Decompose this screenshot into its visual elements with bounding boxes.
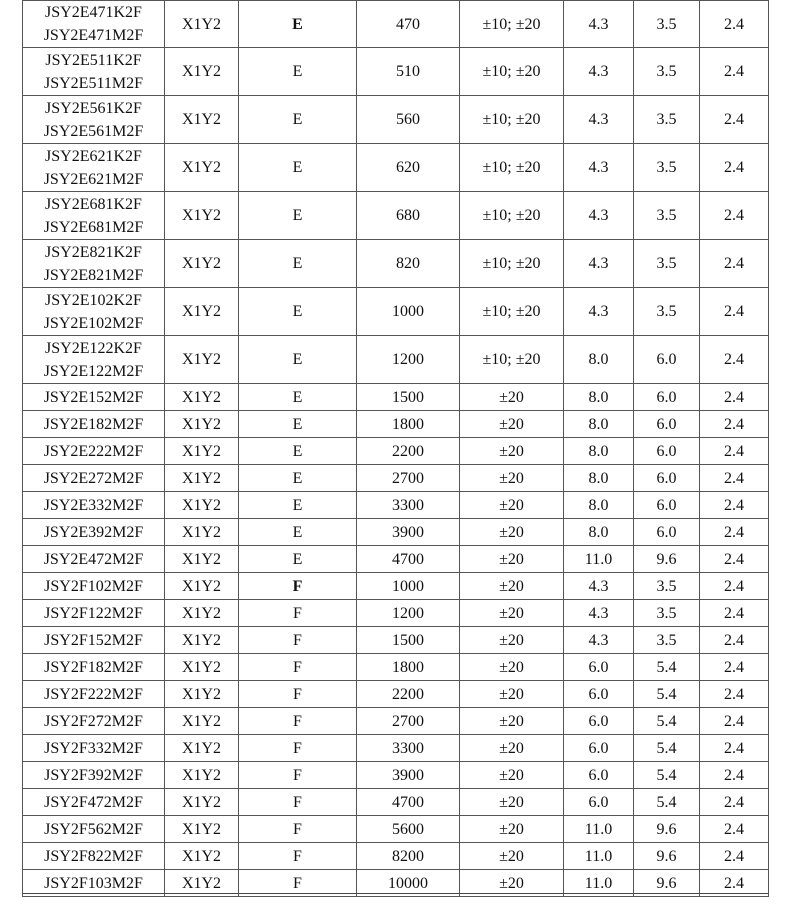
part-number: JSY2F392M2F <box>44 766 143 784</box>
table-body <box>23 1 769 897</box>
part-number: JSY2F102M2F <box>44 577 143 595</box>
voltage-code-cell: F <box>239 870 357 897</box>
table-row <box>23 600 769 627</box>
characteristic-cell: X1Y2 <box>165 627 239 654</box>
voltage-code-cell: E <box>239 192 357 240</box>
diameter-cell: 11.0 <box>564 870 634 897</box>
part-number: JSY2E102K2F <box>45 291 142 309</box>
part-number-cell <box>23 573 165 600</box>
thickness-cell: 2.4 <box>700 336 769 384</box>
voltage-code-cell: E <box>239 1 357 48</box>
part-number-cell <box>23 843 165 870</box>
capacitance-cell: 4700 <box>357 789 460 816</box>
tolerance-cell: ±20 <box>460 735 564 762</box>
part-number-cell <box>23 411 165 438</box>
thickness-cell: 2.4 <box>700 384 769 411</box>
voltage-code-cell: F <box>239 762 357 789</box>
capacitance-cell: 5600 <box>357 816 460 843</box>
diameter-cell: 4.3 <box>564 48 634 96</box>
diameter-cell: 4.3 <box>564 288 634 336</box>
characteristic-cell: X1Y2 <box>165 816 239 843</box>
diameter-cell: 11.0 <box>564 816 634 843</box>
capacitance-cell: 1000 <box>357 288 460 336</box>
part-number: JSY2E122M2F <box>43 362 144 380</box>
voltage-code-cell: F <box>239 600 357 627</box>
part-number: JSY2E471M2F <box>43 27 144 44</box>
table-row <box>23 144 769 192</box>
tolerance-cell: ±20 <box>460 573 564 600</box>
thickness-cell: 2.4 <box>700 96 769 144</box>
voltage-code-cell: F <box>239 654 357 681</box>
thickness-cell: 2.4 <box>700 546 769 573</box>
capacitance-cell: 470 <box>357 1 460 48</box>
voltage-code-cell: F <box>239 573 357 600</box>
diameter-cell: 8.0 <box>564 492 634 519</box>
part-number-cell <box>23 288 165 336</box>
voltage-code-cell: E <box>239 546 357 573</box>
diameter-cell: 8.0 <box>564 465 634 492</box>
thickness-cell: 2.4 <box>700 654 769 681</box>
part-number-cell <box>23 1 165 48</box>
capacitance-cell: 2700 <box>357 465 460 492</box>
part-number-cell <box>23 465 165 492</box>
part-number-cell <box>23 870 165 897</box>
pitch-cell: 6.0 <box>634 336 700 384</box>
characteristic-cell: X1Y2 <box>165 600 239 627</box>
voltage-code-cell: E <box>239 465 357 492</box>
part-number: JSY2E392M2F <box>43 523 144 541</box>
characteristic-cell: X1Y2 <box>165 384 239 411</box>
voltage-code-cell: F <box>239 816 357 843</box>
part-number-cell <box>23 681 165 708</box>
thickness-cell: 2.4 <box>700 465 769 492</box>
part-number: JSY2E821K2F <box>45 243 142 261</box>
diameter-cell: 11.0 <box>564 843 634 870</box>
table-row <box>23 438 769 465</box>
voltage-code-cell: F <box>239 789 357 816</box>
part-number-cell <box>23 735 165 762</box>
characteristic-cell: X1Y2 <box>165 465 239 492</box>
pitch-cell: 3.5 <box>634 627 700 654</box>
part-number: JSY2F182M2F <box>44 658 143 676</box>
pitch-cell: 6.0 <box>634 438 700 465</box>
tolerance-cell: ±20 <box>460 762 564 789</box>
table-row <box>23 384 769 411</box>
part-number: JSY2F103M2F <box>44 874 143 892</box>
voltage-code-cell: F <box>239 627 357 654</box>
thickness-cell: 2.4 <box>700 600 769 627</box>
capacitance-cell: 3300 <box>357 492 460 519</box>
pitch-cell: 9.6 <box>634 870 700 897</box>
voltage-code-cell: F <box>239 843 357 870</box>
part-number: JSY2E122K2F <box>45 339 142 357</box>
thickness-cell: 2.4 <box>700 870 769 897</box>
voltage-code-cell: E <box>239 519 357 546</box>
table-row <box>23 789 769 816</box>
tolerance-cell: ±20 <box>460 600 564 627</box>
pitch-cell: 3.5 <box>634 144 700 192</box>
thickness-cell: 2.4 <box>700 789 769 816</box>
pitch-cell: 3.5 <box>634 1 700 48</box>
table-row <box>23 546 769 573</box>
thickness-cell: 2.4 <box>700 411 769 438</box>
part-number-cell <box>23 144 165 192</box>
capacitance-cell: 1500 <box>357 384 460 411</box>
part-number: JSY2E821M2F <box>43 266 144 284</box>
part-number: JSY2E152M2F <box>43 388 144 406</box>
part-number-cell <box>23 336 165 384</box>
pitch-cell: 6.0 <box>634 519 700 546</box>
table-row <box>23 336 769 384</box>
diameter-cell: 8.0 <box>564 336 634 384</box>
pitch-cell: 5.4 <box>634 681 700 708</box>
thickness-cell: 2.4 <box>700 735 769 762</box>
part-number-cell <box>23 546 165 573</box>
table-row <box>23 870 769 897</box>
part-number-cell <box>23 654 165 681</box>
tolerance-cell: ±10; ±20 <box>460 288 564 336</box>
pitch-cell: 5.4 <box>634 789 700 816</box>
characteristic-cell: X1Y2 <box>165 708 239 735</box>
thickness-cell: 2.4 <box>700 48 769 96</box>
part-number: JSY2E472M2F <box>43 550 144 568</box>
capacitance-cell: 2200 <box>357 438 460 465</box>
diameter-cell: 4.3 <box>564 240 634 288</box>
diameter-cell: 4.3 <box>564 627 634 654</box>
capacitance-cell: 1200 <box>357 336 460 384</box>
part-number: JSY2F562M2F <box>44 820 143 838</box>
characteristic-cell: X1Y2 <box>165 336 239 384</box>
tolerance-cell: ±10; ±20 <box>460 240 564 288</box>
capacitance-cell: 1500 <box>357 627 460 654</box>
table-row <box>23 519 769 546</box>
part-number-cell <box>23 519 165 546</box>
pitch-cell: 9.6 <box>634 843 700 870</box>
thickness-cell: 2.4 <box>700 681 769 708</box>
table-row <box>23 708 769 735</box>
tolerance-cell: ±20 <box>460 708 564 735</box>
pitch-cell: 5.4 <box>634 762 700 789</box>
capacitance-cell: 820 <box>357 240 460 288</box>
table-row <box>23 192 769 240</box>
part-number: JSY2E511M2F <box>44 74 143 92</box>
thickness-cell: 2.4 <box>700 627 769 654</box>
part-number: JSY2F332M2F <box>44 739 143 757</box>
part-number: JSY2E561M2F <box>43 122 144 140</box>
table-row <box>23 816 769 843</box>
characteristic-cell: X1Y2 <box>165 789 239 816</box>
voltage-code-cell: E <box>239 240 357 288</box>
tolerance-cell: ±20 <box>460 492 564 519</box>
part-number-cell <box>23 384 165 411</box>
pitch-cell: 5.4 <box>634 654 700 681</box>
tolerance-cell: ±20 <box>460 870 564 897</box>
characteristic-cell: X1Y2 <box>165 48 239 96</box>
part-number: JSY2F822M2F <box>44 847 143 865</box>
tolerance-cell: ±20 <box>460 546 564 573</box>
part-number: JSY2E681K2F <box>45 195 142 213</box>
part-number: JSY2F152M2F <box>44 631 143 649</box>
part-number-cell <box>23 48 165 96</box>
pitch-cell: 6.0 <box>634 384 700 411</box>
part-number: JSY2E681M2F <box>43 218 144 236</box>
thickness-cell: 2.4 <box>700 1 769 48</box>
thickness-cell: 2.4 <box>700 708 769 735</box>
voltage-code-cell: E <box>239 438 357 465</box>
diameter-cell: 8.0 <box>564 384 634 411</box>
characteristic-cell: X1Y2 <box>165 438 239 465</box>
tolerance-cell: ±20 <box>460 465 564 492</box>
table-row <box>23 48 769 96</box>
thickness-cell: 2.4 <box>700 240 769 288</box>
part-number: JSY2E272M2F <box>43 469 144 487</box>
tolerance-cell: ±10; ±20 <box>460 96 564 144</box>
capacitance-cell: 3300 <box>357 735 460 762</box>
tolerance-cell: ±20 <box>460 654 564 681</box>
pitch-cell: 3.5 <box>634 573 700 600</box>
voltage-code-cell: E <box>239 411 357 438</box>
characteristic-cell: X1Y2 <box>165 192 239 240</box>
pitch-cell: 3.5 <box>634 96 700 144</box>
capacitance-cell: 1200 <box>357 600 460 627</box>
voltage-code-cell: E <box>239 492 357 519</box>
diameter-cell: 6.0 <box>564 735 634 762</box>
table-row <box>23 735 769 762</box>
characteristic-cell: X1Y2 <box>165 492 239 519</box>
diameter-cell: 8.0 <box>564 411 634 438</box>
part-number-cell <box>23 789 165 816</box>
table-row <box>23 492 769 519</box>
capacitance-cell: 2700 <box>357 708 460 735</box>
characteristic-cell: X1Y2 <box>165 519 239 546</box>
capacitance-cell: 3900 <box>357 762 460 789</box>
thickness-cell: 2.4 <box>700 192 769 240</box>
diameter-cell: 8.0 <box>564 519 634 546</box>
characteristic-cell: X1Y2 <box>165 762 239 789</box>
tolerance-cell: ±20 <box>460 789 564 816</box>
part-number: JSY2F272M2F <box>44 712 143 730</box>
part-number: JSY2F472M2F <box>44 793 143 811</box>
voltage-code-cell: F <box>239 735 357 762</box>
pitch-cell: 9.6 <box>634 546 700 573</box>
tolerance-cell: ±20 <box>460 816 564 843</box>
capacitance-cell: 1800 <box>357 654 460 681</box>
diameter-cell: 4.3 <box>564 96 634 144</box>
table-row <box>23 411 769 438</box>
part-number-cell <box>23 600 165 627</box>
thickness-cell: 2.4 <box>700 519 769 546</box>
capacitance-cell: 510 <box>357 48 460 96</box>
table-row <box>23 627 769 654</box>
pitch-cell: 6.0 <box>634 492 700 519</box>
diameter-cell: 6.0 <box>564 789 634 816</box>
table-row <box>23 681 769 708</box>
diameter-cell: 4.3 <box>564 600 634 627</box>
table-row <box>23 465 769 492</box>
voltage-code-cell: F <box>239 708 357 735</box>
table-row <box>23 240 769 288</box>
part-number-cell <box>23 240 165 288</box>
voltage-code-cell: E <box>239 336 357 384</box>
diameter-cell: 8.0 <box>564 438 634 465</box>
part-number-cell <box>23 762 165 789</box>
characteristic-cell: X1Y2 <box>165 546 239 573</box>
diameter-cell: 6.0 <box>564 762 634 789</box>
tolerance-cell: ±10; ±20 <box>460 1 564 48</box>
tolerance-cell: ±20 <box>460 438 564 465</box>
thickness-cell: 2.4 <box>700 438 769 465</box>
capacitor-spec-table <box>22 0 769 897</box>
diameter-cell: 6.0 <box>564 654 634 681</box>
part-number-cell <box>23 708 165 735</box>
table-row <box>23 573 769 600</box>
tolerance-cell: ±20 <box>460 627 564 654</box>
pitch-cell: 5.4 <box>634 708 700 735</box>
characteristic-cell: X1Y2 <box>165 573 239 600</box>
table-row <box>23 1 769 48</box>
table-row <box>23 288 769 336</box>
part-number: JSY2E332M2F <box>43 496 144 514</box>
diameter-cell: 6.0 <box>564 708 634 735</box>
voltage-code-cell: E <box>239 288 357 336</box>
tolerance-cell: ±20 <box>460 843 564 870</box>
capacitance-cell: 10000 <box>357 870 460 897</box>
characteristic-cell: X1Y2 <box>165 681 239 708</box>
voltage-code-cell: E <box>239 96 357 144</box>
pitch-cell: 5.4 <box>634 735 700 762</box>
diameter-cell: 4.3 <box>564 144 634 192</box>
characteristic-cell: X1Y2 <box>165 843 239 870</box>
characteristic-cell: X1Y2 <box>165 144 239 192</box>
pitch-cell: 3.5 <box>634 48 700 96</box>
voltage-code-cell: E <box>239 144 357 192</box>
characteristic-cell: X1Y2 <box>165 96 239 144</box>
capacitance-cell: 1800 <box>357 411 460 438</box>
part-number: JSY2E561K2F <box>45 99 142 117</box>
voltage-code-cell: F <box>239 681 357 708</box>
pitch-cell: 3.5 <box>634 192 700 240</box>
thickness-cell: 2.4 <box>700 492 769 519</box>
capacitance-cell: 680 <box>357 192 460 240</box>
part-number: JSY2E182M2F <box>43 415 144 433</box>
part-number-cell <box>23 627 165 654</box>
thickness-cell: 2.4 <box>700 816 769 843</box>
characteristic-cell: X1Y2 <box>165 870 239 897</box>
table-row <box>23 654 769 681</box>
part-number: JSY2E471K2F <box>45 4 142 21</box>
capacitance-cell: 1000 <box>357 573 460 600</box>
part-number-cell <box>23 96 165 144</box>
pitch-cell: 3.5 <box>634 288 700 336</box>
tolerance-cell: ±10; ±20 <box>460 336 564 384</box>
tolerance-cell: ±10; ±20 <box>460 192 564 240</box>
tolerance-cell: ±10; ±20 <box>460 144 564 192</box>
characteristic-cell: X1Y2 <box>165 240 239 288</box>
diameter-cell: 4.3 <box>564 573 634 600</box>
pitch-cell: 3.5 <box>634 600 700 627</box>
diameter-cell: 6.0 <box>564 681 634 708</box>
part-number: JSY2E511K2F <box>45 51 142 69</box>
voltage-code-cell: E <box>239 48 357 96</box>
part-number: JSY2E621M2F <box>43 170 144 188</box>
tolerance-cell: ±20 <box>460 384 564 411</box>
capacitance-cell: 620 <box>357 144 460 192</box>
thickness-cell: 2.4 <box>700 144 769 192</box>
tolerance-cell: ±20 <box>460 411 564 438</box>
characteristic-cell: X1Y2 <box>165 411 239 438</box>
capacitance-cell: 4700 <box>357 546 460 573</box>
part-number: JSY2E621K2F <box>45 147 142 165</box>
characteristic-cell: X1Y2 <box>165 654 239 681</box>
table-row <box>23 843 769 870</box>
part-number-cell <box>23 438 165 465</box>
part-number: JSY2F122M2F <box>44 604 143 622</box>
spec-table-container <box>22 0 768 894</box>
characteristic-cell: X1Y2 <box>165 735 239 762</box>
voltage-code-cell: E <box>239 384 357 411</box>
capacitance-cell: 8200 <box>357 843 460 870</box>
part-number: JSY2E222M2F <box>43 442 144 460</box>
part-number: JSY2E102M2F <box>43 314 144 332</box>
pitch-cell: 6.0 <box>634 411 700 438</box>
characteristic-cell: X1Y2 <box>165 1 239 48</box>
part-number: JSY2F222M2F <box>44 685 143 703</box>
pitch-cell: 9.6 <box>634 816 700 843</box>
diameter-cell: 11.0 <box>564 546 634 573</box>
table-row <box>23 96 769 144</box>
table-row <box>23 762 769 789</box>
part-number-cell <box>23 492 165 519</box>
tolerance-cell: ±20 <box>460 519 564 546</box>
pitch-cell: 3.5 <box>634 240 700 288</box>
part-number-cell <box>23 192 165 240</box>
thickness-cell: 2.4 <box>700 288 769 336</box>
characteristic-cell: X1Y2 <box>165 288 239 336</box>
thickness-cell: 2.4 <box>700 573 769 600</box>
capacitance-cell: 3900 <box>357 519 460 546</box>
tolerance-cell: ±20 <box>460 681 564 708</box>
capacitance-cell: 2200 <box>357 681 460 708</box>
thickness-cell: 2.4 <box>700 843 769 870</box>
tolerance-cell: ±10; ±20 <box>460 48 564 96</box>
capacitance-cell: 560 <box>357 96 460 144</box>
part-number-cell <box>23 816 165 843</box>
diameter-cell: 4.3 <box>564 1 634 48</box>
pitch-cell: 6.0 <box>634 465 700 492</box>
thickness-cell: 2.4 <box>700 762 769 789</box>
diameter-cell: 4.3 <box>564 192 634 240</box>
